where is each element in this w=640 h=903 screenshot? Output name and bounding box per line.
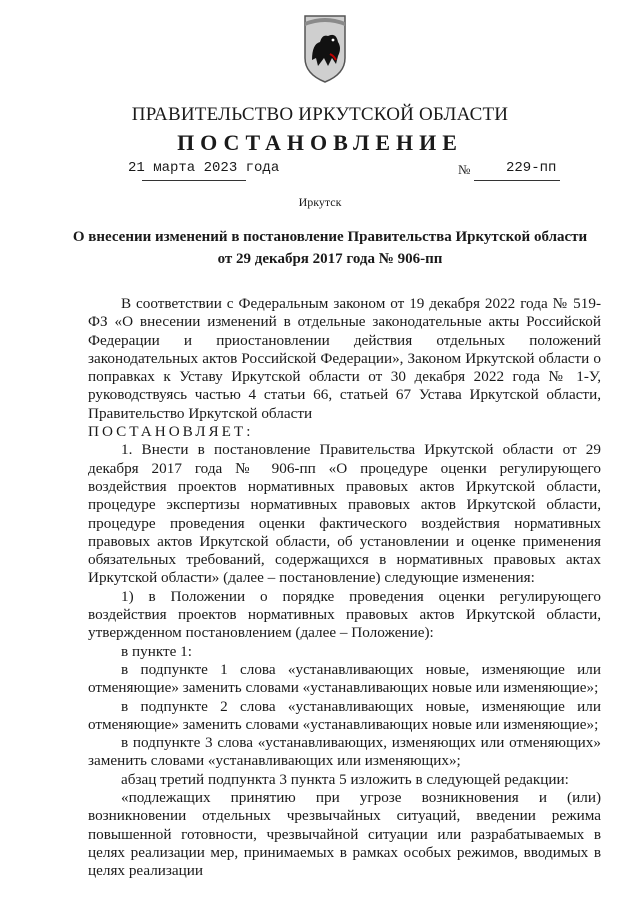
paragraph-4: в подпункте 1 слова «устанавливающих новые, изменяющие или отменяющие» заменить словами «устанавливающих новые или изменяющие»;: [88, 660, 601, 697]
paragraph-7: абзац третий подпункта 3 пункта 5 изложить в следующей редакции:: [121, 770, 569, 788]
paragraph-5: в подпункте 2 слова «устанавливающих новые, изменяющие или отменяющие» заменить словами «устанавливающих новые или изменяющие»;: [88, 697, 601, 733]
organization-name: ПРАВИТЕЛЬСТВО ИРКУТСКОЙ ОБЛАСТИ: [131, 104, 509, 125]
preamble-paragraph: В соответствии с Федеральным законом от 19 декабря 2022 года № 519-ФЗ «О внесении изменений в отдельные законодательные акты Российской Федерации и приостановлении действия отдельных положений законодательных актов Российской Федерации», Законом Иркутской области о поправках к Уставу Иркутской области от 30 декабря 2022 года № 1-У, руководствуясь частью 4 статьи 66, статьей 67 Устава Иркутской области, Правительство Иркутской области: [88, 295, 601, 422]
heading-line-1: О внесении изменений в постановление Правительства Иркутской области: [72, 229, 588, 245]
decree-word: ПОСТАНОВЛЯЕТ:: [88, 423, 254, 441]
date-underline: [142, 180, 246, 181]
number-underline: [474, 180, 560, 181]
number-label: №: [458, 162, 471, 177]
heading-line-2: от 29 декабря 2017 года № 906-пп: [217, 251, 443, 267]
document-number: 229-пп: [506, 160, 557, 176]
paragraph-3: в пункте 1:: [121, 642, 192, 660]
city-name: Иркутск: [298, 195, 342, 209]
paragraph-1: 1. Внести в постановление Правительства Иркутской области от 29 декабря 2017 года № 906-пп «О процедуре оценки регулирующего воздействия проектов нормативных правовых актов Иркутской области, процедуре экспертизы нормативных правовых актов Иркутской области, процедуре проведения оценки фактического воздействия нормативных правовых актов Иркутской области, об установлении и оценке применения обязательных требований, содержащихся в нормативных правовых актах Иркутской области» (далее – постановление) следующие изменения:: [88, 441, 601, 587]
paragraph-6: в подпункте 3 слова «устанавливающих, изменяющих или отменяющих» заменить словами «устанавливающих или изменяющих»;: [88, 734, 601, 770]
document-type-title: ПОСТАНОВЛЕНИЕ: [177, 130, 463, 155]
document-date: 21 марта 2023 года: [128, 160, 280, 176]
coat-of-arms-icon: [302, 14, 348, 84]
document-body: [88, 295, 601, 881]
document-heading: [60, 226, 600, 270]
paragraph-2: 1) в Положении о порядке проведения оценки регулирующего воздействия проектов нормативных правовых актов Иркутской области, утвержденном постановлением (далее – Положение):: [88, 587, 601, 642]
paragraph-8: «подлежащих принятию при угрозе возникновения и (или) возникновении отдельных чрезвычайных ситуаций, введении режима повышенной готовности, чрезвычайной ситуации или разрабатываемых в целях реализации мер, принимаемых в рамках особых режимов, вводимых в целях реализации: [88, 789, 601, 880]
